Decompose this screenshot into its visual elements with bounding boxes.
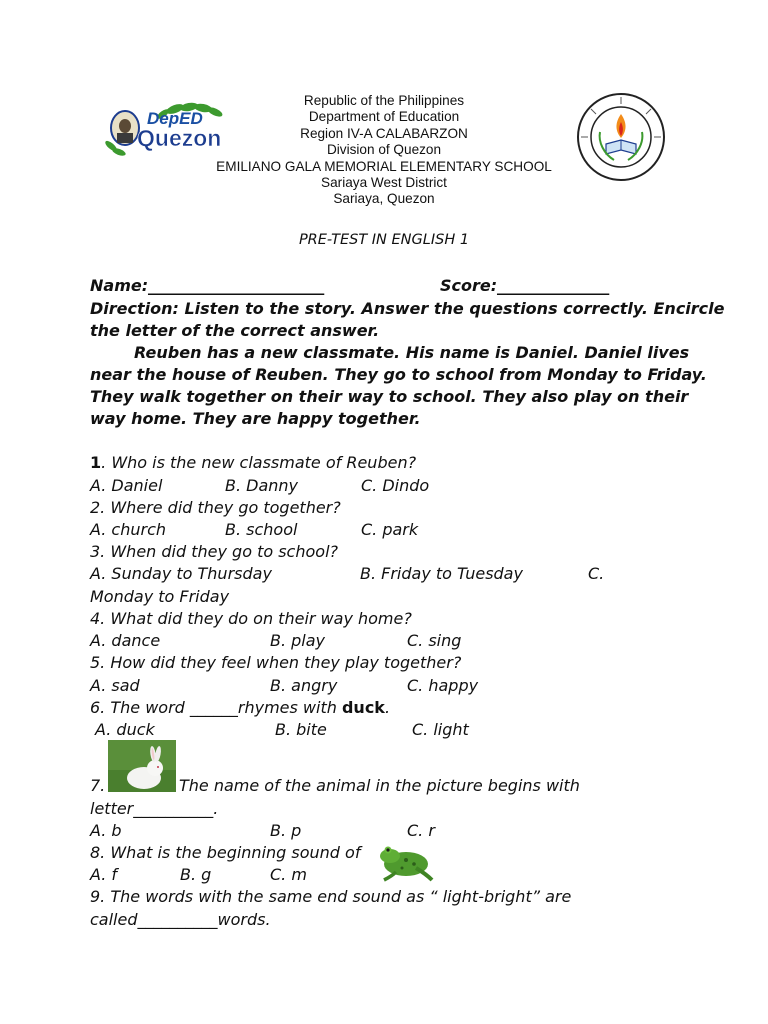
header-line: Department of Education bbox=[308, 109, 460, 125]
question-9: 9. The words with the same end sound as “ light-bright” are bbox=[90, 887, 572, 906]
option-b: B. Danny bbox=[225, 476, 299, 495]
option-a: A. b bbox=[90, 821, 122, 840]
header-line: EMILIANO GALA MEMORIAL ELEMENTARY SCHOOL bbox=[216, 158, 552, 174]
story-line: near the house of Reuben. They go to school from Monday to Friday. bbox=[90, 365, 707, 384]
name-field: Name:______________________ bbox=[90, 276, 325, 295]
question-3: 3. When did they go to school? bbox=[90, 542, 339, 561]
story-line: They walk together on their way to school. They also play on their bbox=[90, 387, 689, 406]
frog-picture bbox=[376, 838, 434, 882]
question-number: 1 bbox=[90, 453, 102, 472]
option-c: C. r bbox=[407, 821, 435, 840]
svg-text:Quezon: Quezon bbox=[137, 125, 222, 151]
svg-text:DepED: DepED bbox=[147, 109, 203, 128]
story-paragraph bbox=[90, 342, 707, 430]
option-c: C. sing bbox=[407, 631, 462, 650]
option-b: B. p bbox=[270, 821, 302, 840]
option-c: C. bbox=[588, 564, 605, 583]
option-c: C. light bbox=[412, 720, 469, 739]
target-word: duck bbox=[341, 698, 385, 717]
header-line: Division of Quezon bbox=[326, 142, 442, 158]
question-text: 6. The word ______rhymes with bbox=[90, 698, 342, 717]
option-b: B. g bbox=[180, 865, 212, 884]
question-1 bbox=[90, 453, 416, 472]
direction bbox=[90, 298, 725, 342]
header-line: Sariaya, Quezon bbox=[333, 191, 435, 207]
option-c: C. happy bbox=[407, 676, 479, 695]
question-end: . bbox=[384, 698, 391, 717]
question-text: . Who is the new classmate of Reuben? bbox=[101, 453, 417, 472]
question-7-text: The name of the animal in the picture begins with bbox=[179, 776, 580, 795]
option-b: B. bite bbox=[275, 720, 327, 739]
story-line: way home. They are happy together. bbox=[90, 409, 421, 428]
option-b: B. angry bbox=[270, 676, 338, 695]
question-8: 8. What is the beginning sound of bbox=[90, 843, 361, 862]
option-b: B. Friday to Tuesday bbox=[360, 564, 523, 583]
test-title: PRE-TEST IN ENGLISH 1 bbox=[298, 232, 470, 248]
option-a: A. duck bbox=[95, 720, 155, 739]
school-seal bbox=[576, 92, 666, 182]
option-c: C. park bbox=[361, 520, 419, 539]
question-6 bbox=[90, 698, 390, 717]
option-a: A. Sunday to Thursday bbox=[90, 564, 272, 583]
score-field: Score:______________ bbox=[440, 276, 610, 295]
rabbit-picture bbox=[108, 740, 176, 792]
question-7-number: 7. bbox=[90, 776, 106, 795]
option-a: A. dance bbox=[90, 631, 161, 650]
option-c: C. m bbox=[270, 865, 307, 884]
option-b: B. school bbox=[225, 520, 298, 539]
option-c-continued: Monday to Friday bbox=[90, 587, 230, 606]
story-line: Reuben has a new classmate. His name is Daniel. Daniel lives bbox=[134, 343, 690, 362]
option-a: A. f bbox=[90, 865, 118, 884]
direction-line: Direction: Listen to the story. Answer the questions correctly. Encircle bbox=[90, 299, 725, 318]
question-5: 5. How did they feel when they play together? bbox=[90, 653, 462, 672]
option-c: C. Dindo bbox=[361, 476, 430, 495]
question-7-text-continued: letter__________. bbox=[90, 799, 219, 818]
school-header bbox=[190, 93, 578, 208]
header-line: Republic of the Philippines bbox=[303, 93, 465, 108]
option-a: A. sad bbox=[90, 676, 140, 695]
question-4: 4. What did they do on their way home? bbox=[90, 609, 412, 628]
header-line: Region IV-A CALABARZON bbox=[300, 125, 468, 141]
question-2: 2. Where did they go together? bbox=[90, 498, 341, 517]
option-b: B. play bbox=[270, 631, 326, 650]
direction-line: the letter of the correct answer. bbox=[90, 321, 380, 340]
option-a: A. church bbox=[90, 520, 167, 539]
header-line: Sariaya West District bbox=[321, 175, 447, 191]
question-9-continued: called__________words. bbox=[90, 910, 271, 929]
option-a: A. Daniel bbox=[90, 476, 163, 495]
